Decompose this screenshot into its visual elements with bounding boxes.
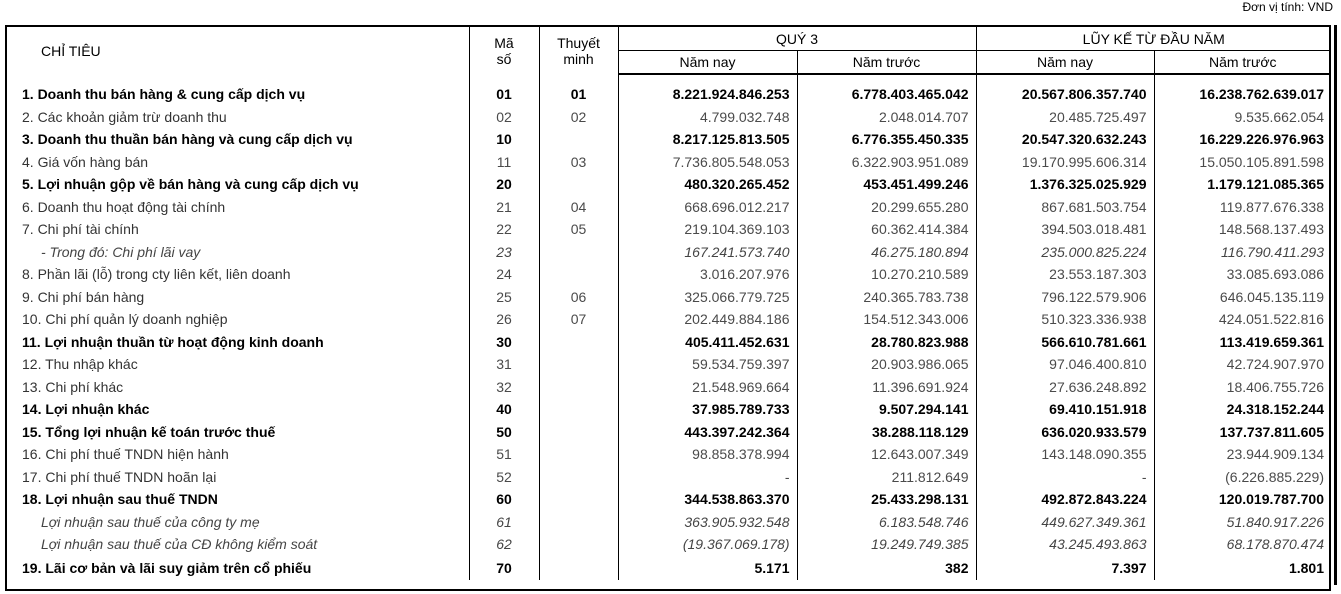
- quarter-last-year: 11.396.691.924: [797, 376, 976, 399]
- ytd-this-year: 394.503.018.481: [976, 218, 1154, 241]
- ytd-this-year: 69.410.151.918: [976, 398, 1154, 421]
- quarter-last-year: 453.451.499.246: [797, 173, 976, 196]
- spacer-cell: [469, 74, 539, 83]
- row-label: 13. Chi phí khác: [7, 376, 469, 399]
- ytd-this-year: -: [976, 466, 1154, 489]
- row-code: 24: [469, 263, 539, 286]
- header-luyke-nam-truoc: Năm trước: [1154, 51, 1331, 75]
- row-code: 30: [469, 331, 539, 354]
- table-row: [7, 331, 1331, 354]
- header-thuyet-minh: [539, 27, 618, 74]
- row-label: - Trong đó: Chi phí lãi vay: [7, 241, 469, 264]
- table-row: [7, 241, 1331, 264]
- spacer-cell: [7, 74, 469, 83]
- table-row: [7, 218, 1331, 241]
- spacer-cell: [797, 74, 976, 83]
- table-row: [7, 286, 1331, 309]
- row-label: 19. Lãi cơ bản và lãi suy giảm trên cổ phiếu: [7, 556, 469, 580]
- quarter-last-year: 10.270.210.589: [797, 263, 976, 286]
- row-code: 02: [469, 106, 539, 129]
- spacer-cell: [618, 74, 797, 83]
- header-ma-so-line2: số: [496, 50, 512, 67]
- quarter-last-year: 38.288.118.129: [797, 421, 976, 444]
- ytd-last-year: 68.178.870.474: [1226, 536, 1324, 553]
- row-code: 11: [469, 151, 539, 174]
- table-row: [7, 533, 1331, 556]
- header-quy3: QUÝ 3: [618, 27, 976, 51]
- row-code: 25: [469, 286, 539, 309]
- row-label: 6. Doanh thu hoạt động tài chính: [7, 196, 469, 219]
- row-code: 31: [469, 353, 539, 376]
- ytd-this-year: 20.567.806.357.740: [976, 83, 1154, 106]
- table-row: [7, 263, 1331, 286]
- quarter-this-year: 98.858.378.994: [618, 443, 797, 466]
- row-note: [539, 556, 618, 580]
- quarter-this-year: 37.985.789.733: [618, 398, 797, 421]
- ytd-last-year: 15.050.105.891.598: [1199, 153, 1324, 170]
- ytd-last-year: 646.045.135.119: [1219, 288, 1324, 305]
- header-row-1: [7, 27, 1331, 51]
- ytd-last-year: 1.179.121.085.365: [1207, 176, 1324, 193]
- header-thuyet-minh-line1: Thuyết: [557, 34, 600, 51]
- header-quy3-nam-truoc: Năm trước: [797, 51, 976, 75]
- row-code: 51: [469, 443, 539, 466]
- ytd-last-year: 24.318.152.244: [1226, 401, 1324, 418]
- row-note: [539, 128, 618, 151]
- row-label: 15. Tổng lợi nhuận kế toán trước thuế: [7, 421, 469, 444]
- table-row: [7, 106, 1331, 129]
- quarter-this-year: -: [618, 466, 797, 489]
- quarter-this-year: 8.221.924.846.253: [618, 83, 797, 106]
- ytd-last-year: 9.535.662.054: [1234, 108, 1324, 125]
- row-note: 05: [539, 218, 618, 241]
- row-note: [539, 263, 618, 286]
- ytd-this-year: 27.636.248.892: [976, 376, 1154, 399]
- ytd-this-year: 492.872.843.224: [976, 488, 1154, 511]
- quarter-this-year: 8.217.125.813.505: [618, 128, 797, 151]
- row-label: 12. Thu nhập khác: [7, 353, 469, 376]
- row-note: 02: [539, 106, 618, 129]
- quarter-this-year: 219.104.369.103: [618, 218, 797, 241]
- quarter-last-year: 20.299.655.280: [797, 196, 976, 219]
- table-row: [7, 556, 1331, 580]
- row-note: 01: [539, 83, 618, 106]
- ytd-last-year: 16.238.762.639.017: [1199, 86, 1324, 103]
- ytd-last-year: 18.406.755.726: [1226, 378, 1324, 395]
- quarter-this-year: 325.066.779.725: [618, 286, 797, 309]
- row-label: 10. Chi phí quản lý doanh nghiệp: [7, 308, 469, 331]
- row-code: 52: [469, 466, 539, 489]
- ytd-this-year: 235.000.825.224: [976, 241, 1154, 264]
- row-code: 40: [469, 398, 539, 421]
- ytd-this-year: 636.020.933.579: [976, 421, 1154, 444]
- table-row: [7, 443, 1331, 466]
- row-code: 32: [469, 376, 539, 399]
- table-row: [7, 398, 1331, 421]
- row-label: 18. Lợi nhuận sau thuế TNDN: [7, 488, 469, 511]
- ytd-this-year: 20.485.725.497: [976, 106, 1154, 129]
- quarter-this-year: 59.534.759.397: [618, 353, 797, 376]
- table-row: [7, 511, 1331, 534]
- row-note: [539, 443, 618, 466]
- table-row: [7, 421, 1331, 444]
- row-note: [539, 241, 618, 264]
- row-label: 1. Doanh thu bán hàng & cung cấp dịch vụ: [7, 83, 469, 106]
- row-note: [539, 173, 618, 196]
- ytd-last-year: 51.840.917.226: [1226, 513, 1324, 530]
- table-row: [7, 353, 1331, 376]
- row-note: [539, 331, 618, 354]
- row-label: Lợi nhuận sau thuế của CĐ không kiểm soát: [7, 533, 469, 556]
- row-label: 17. Chi phí thuế TNDN hoãn lại: [7, 466, 469, 489]
- row-code: 60: [469, 488, 539, 511]
- row-code: 26: [469, 308, 539, 331]
- row-label: Lợi nhuận sau thuế của công ty mẹ: [7, 511, 469, 534]
- quarter-last-year: 6.776.355.450.335: [797, 128, 976, 151]
- spacer-cell: [1154, 74, 1331, 83]
- row-note: [539, 376, 618, 399]
- row-note: 06: [539, 286, 618, 309]
- quarter-this-year: 3.016.207.976: [618, 263, 797, 286]
- table-row: [7, 308, 1331, 331]
- row-code: 22: [469, 218, 539, 241]
- row-note: [539, 533, 618, 556]
- table-row: [7, 128, 1331, 151]
- row-code: 61: [469, 511, 539, 534]
- ytd-last-year: 119.877.676.338: [1219, 198, 1324, 215]
- table-row: [7, 83, 1331, 106]
- quarter-this-year: 167.241.573.740: [618, 241, 797, 264]
- ytd-last-year: 120.019.787.700: [1218, 491, 1324, 508]
- table-row: [7, 488, 1331, 511]
- quarter-last-year: 12.643.007.349: [797, 443, 976, 466]
- quarter-last-year: 2.048.014.707: [797, 106, 976, 129]
- quarter-this-year: 480.320.265.452: [618, 173, 797, 196]
- ytd-this-year: 510.323.336.938: [976, 308, 1154, 331]
- quarter-last-year: 6.778.403.465.042: [797, 83, 976, 106]
- header-luyke-nam-nay: Năm nay: [976, 51, 1154, 75]
- quarter-last-year: 6.322.903.951.089: [797, 151, 976, 174]
- row-code: 20: [469, 173, 539, 196]
- row-label: 9. Chi phí bán hàng: [7, 286, 469, 309]
- quarter-this-year: 668.696.012.217: [618, 196, 797, 219]
- row-note: [539, 398, 618, 421]
- quarter-this-year: 405.411.452.631: [618, 331, 797, 354]
- row-code: 23: [469, 241, 539, 264]
- row-code: 21: [469, 196, 539, 219]
- right-edge-bar: [1334, 25, 1337, 585]
- table-row: [7, 151, 1331, 174]
- ytd-this-year: 1.376.325.025.929: [976, 173, 1154, 196]
- quarter-this-year: 202.449.884.186: [618, 308, 797, 331]
- quarter-this-year: 363.905.932.548: [618, 511, 797, 534]
- ytd-last-year: 23.944.909.134: [1226, 446, 1324, 463]
- row-label: 5. Lợi nhuận gộp về bán hàng và cung cấp dịch vụ: [7, 173, 469, 196]
- row-note: 07: [539, 308, 618, 331]
- table-row: [7, 196, 1331, 219]
- row-label: 8. Phần lãi (lỗ) trong cty liên kết, liên doanh: [7, 263, 469, 286]
- quarter-last-year: 60.362.414.384: [797, 218, 976, 241]
- quarter-last-year: 20.903.986.065: [797, 353, 976, 376]
- quarter-last-year: 211.812.649: [797, 466, 976, 489]
- ytd-this-year: 566.610.781.661: [976, 331, 1154, 354]
- ytd-last-year: 1.801: [1288, 559, 1324, 576]
- quarter-this-year: 443.397.242.364: [618, 421, 797, 444]
- ytd-last-year: 137.737.811.605: [1219, 423, 1324, 440]
- ytd-this-year: 449.627.349.361: [976, 511, 1154, 534]
- ytd-this-year: 19.170.995.606.314: [976, 151, 1154, 174]
- ytd-last-year: (6.226.885.229): [1225, 468, 1324, 485]
- quarter-this-year: 7.736.805.548.053: [618, 151, 797, 174]
- header-ma-so-line1: Mã: [494, 34, 514, 51]
- spacer-cell: [539, 74, 618, 83]
- row-label: 16. Chi phí thuế TNDN hiện hành: [7, 443, 469, 466]
- ytd-last-year: 33.085.693.086: [1226, 266, 1324, 283]
- row-label: 3. Doanh thu thuần bán hàng và cung cấp dịch vụ: [7, 128, 469, 151]
- ytd-last-year: 16.229.226.976.963: [1199, 131, 1324, 148]
- row-label: 7. Chi phí tài chính: [7, 218, 469, 241]
- row-note: 04: [539, 196, 618, 219]
- spacer-cell: [976, 74, 1154, 83]
- ytd-last-year: 424.051.522.816: [1218, 311, 1324, 328]
- ytd-this-year: 796.122.579.906: [976, 286, 1154, 309]
- ytd-last-year: 113.419.659.361: [1219, 333, 1324, 350]
- quarter-last-year: 19.249.749.385: [797, 533, 976, 556]
- quarter-this-year: 344.538.863.370: [618, 488, 797, 511]
- quarter-last-year: 6.183.548.746: [797, 511, 976, 534]
- ytd-this-year: 20.547.320.632.243: [976, 128, 1154, 151]
- quarter-this-year: 5.171: [618, 556, 797, 580]
- table-row: [7, 376, 1331, 399]
- quarter-last-year: 154.512.343.006: [797, 308, 976, 331]
- quarter-this-year: (19.367.069.178): [618, 533, 797, 556]
- row-note: [539, 353, 618, 376]
- quarter-last-year: 382: [797, 556, 976, 580]
- ytd-this-year: 97.046.400.810: [976, 353, 1154, 376]
- table-row: [7, 173, 1331, 196]
- quarter-this-year: 4.799.032.748: [618, 106, 797, 129]
- ytd-this-year: 867.681.503.754: [976, 196, 1154, 219]
- ytd-this-year: 43.245.493.863: [976, 533, 1154, 556]
- header-quy3-nam-nay: Năm nay: [618, 51, 797, 75]
- row-code: 62: [469, 533, 539, 556]
- row-label: 2. Các khoản giảm trừ doanh thu: [7, 106, 469, 129]
- ytd-last-year: 148.568.137.493: [1218, 221, 1324, 238]
- row-code: 50: [469, 421, 539, 444]
- row-label: 11. Lợi nhuận thuần từ hoạt động kinh doanh: [7, 331, 469, 354]
- header-luy-ke: LŨY KẾ TỪ ĐẦU NĂM: [976, 27, 1331, 51]
- quarter-last-year: 46.275.180.894: [797, 241, 976, 264]
- quarter-last-year: 240.365.783.738: [797, 286, 976, 309]
- quarter-this-year: 21.548.969.664: [618, 376, 797, 399]
- quarter-last-year: 25.433.298.131: [797, 488, 976, 511]
- header-chi-tieu: CHỈ TIÊU: [7, 27, 469, 74]
- row-code: 01: [469, 83, 539, 106]
- row-code: 70: [469, 556, 539, 580]
- row-note: [539, 466, 618, 489]
- ytd-this-year: 143.148.090.355: [976, 443, 1154, 466]
- header-ma-so: [469, 27, 539, 74]
- quarter-last-year: 28.780.823.988: [797, 331, 976, 354]
- row-note: [539, 488, 618, 511]
- currency-unit-label: Đơn vị tính: VND: [1242, 0, 1333, 14]
- row-note: [539, 511, 618, 534]
- ytd-this-year: 23.553.187.303: [976, 263, 1154, 286]
- ytd-last-year: 116.790.411.293: [1220, 243, 1324, 260]
- ytd-this-year: 7.397: [976, 556, 1154, 580]
- row-note: [539, 421, 618, 444]
- quarter-last-year: 9.507.294.141: [797, 398, 976, 421]
- header-thuyet-minh-line2: minh: [563, 50, 594, 67]
- spacer-row: [7, 74, 1331, 83]
- table-row: [7, 466, 1331, 489]
- row-note: 03: [539, 151, 618, 174]
- row-label: 14. Lợi nhuận khác: [7, 398, 469, 421]
- row-code: 10: [469, 128, 539, 151]
- income-statement-table: [7, 27, 1331, 580]
- row-label: 4. Giá vốn hàng bán: [7, 151, 469, 174]
- ytd-last-year: 42.724.907.970: [1226, 356, 1324, 373]
